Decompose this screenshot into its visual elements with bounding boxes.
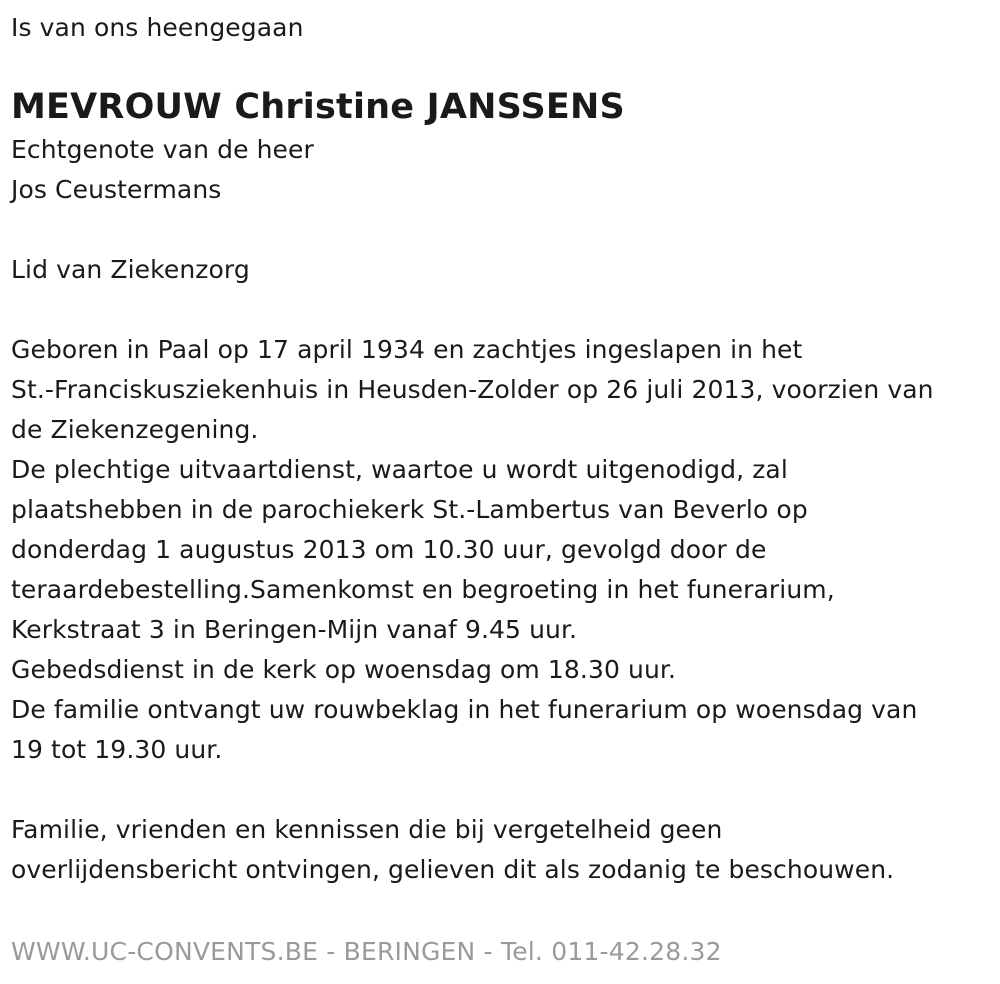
body-line: Gebedsdienst in de kerk op woensdag om 18.30 uur. bbox=[11, 655, 677, 684]
spacer bbox=[11, 290, 986, 330]
spacer bbox=[11, 48, 986, 86]
membership-text: Lid van Ziekenzorg bbox=[11, 255, 250, 284]
body-line: donderdag 1 augustus 2013 om 10.30 uur, gevolgd door de bbox=[11, 535, 767, 564]
spouse-line: Echtgenote van de heer bbox=[11, 135, 314, 164]
body-line: de Ziekenzegening. bbox=[11, 415, 259, 444]
death-notice bbox=[11, 8, 986, 890]
body-line: De familie ontvangt uw rouwbeklag in het funerarium op woensdag van bbox=[11, 695, 918, 724]
closing-note bbox=[11, 810, 986, 890]
closing-line: overlijdensbericht ontvingen, gelieven dit als zodanig te beschouwen. bbox=[11, 855, 895, 884]
deceased-name: MEVROUW Christine JANSSENS bbox=[11, 87, 625, 127]
spouse-line: Jos Ceustermans bbox=[11, 175, 222, 204]
body-line: Kerkstraat 3 in Beringen-Mijn vanaf 9.45 uur. bbox=[11, 615, 578, 644]
notice-body bbox=[11, 330, 986, 770]
body-line: teraardebestelling.Samenkomst en begroeting in het funerarium, bbox=[11, 575, 835, 604]
closing-line: Familie, vrienden en kennissen die bij vergetelheid geen bbox=[11, 815, 723, 844]
body-line: Geboren in Paal op 17 april 1934 en zachtjes ingeslapen in het bbox=[11, 335, 803, 364]
body-line: De plechtige uitvaartdienst, waartoe u wordt uitgenodigd, zal bbox=[11, 455, 788, 484]
spacer bbox=[11, 770, 986, 810]
body-line: St.-Franciskusziekenhuis in Heusden-Zolder op 26 juli 2013, voorzien van bbox=[11, 375, 934, 404]
body-line: 19 tot 19.30 uur. bbox=[11, 735, 223, 764]
footer-contact: WWW.UC-CONVENTS.BE - BERINGEN - Tel. 011-42.28.32 bbox=[11, 937, 722, 966]
body-line: plaatshebben in de parochiekerk St.-Lambertus van Beverlo op bbox=[11, 495, 808, 524]
intro-text: Is van ons heengegaan bbox=[11, 13, 304, 42]
spacer bbox=[11, 210, 986, 250]
